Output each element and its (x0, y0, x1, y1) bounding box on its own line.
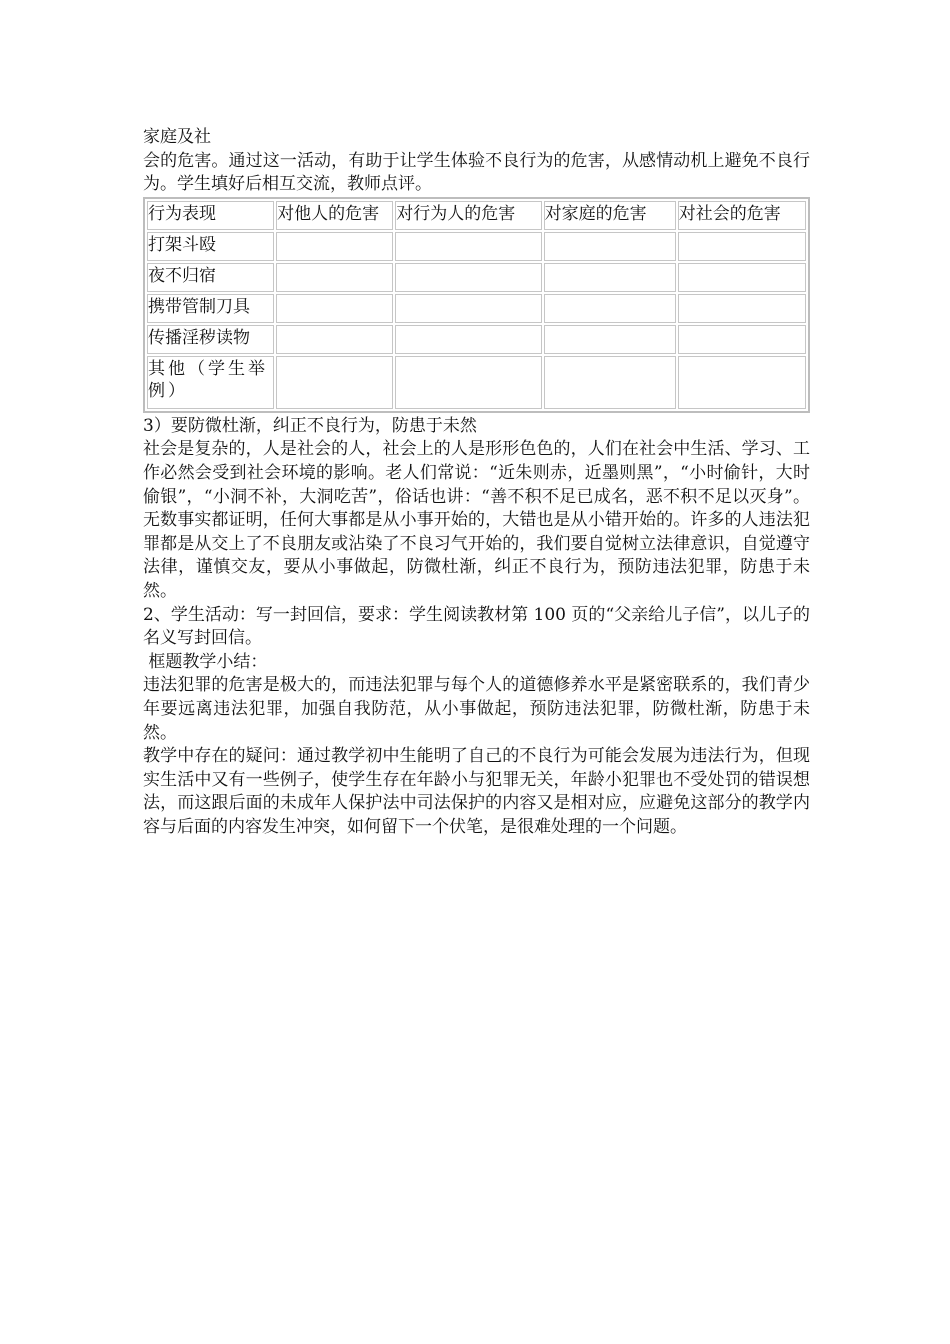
table-cell (395, 294, 541, 323)
table-cell (544, 325, 676, 354)
intro-line-1: 家庭及社 (143, 127, 211, 147)
table-cell (276, 232, 393, 261)
table-cell (544, 232, 676, 261)
table-cell (395, 325, 541, 354)
table-row (147, 294, 806, 323)
section-3-heading: 3）要防微杜渐，纠正不良行为，防患于未然 (143, 415, 477, 436)
table-row (147, 356, 806, 409)
teaching-doubts: 教学中存在的疑问：通过教学初中生能明了自己的不良行为可能会发展为违法行为，但现实生活中又有一些例子，使学生存在年龄小与犯罪无关，年龄小犯罪也不受处罚的错误想法，而这跟后面的未成年人保护法中司法保护的内容又是相对应，应避免这部分的教学内容与后面的内容发生冲突，如何留下一个伏笔，是很难处理的一个问题。 (143, 746, 810, 837)
table-header-cell: 行为表现 (147, 201, 274, 230)
table-cell (544, 356, 676, 409)
table-cell-behavior: 携带管制刀具 (147, 294, 274, 323)
table-cell-behavior: 其他（学生举例） (147, 356, 274, 409)
table-header-cell: 对家庭的危害 (544, 201, 676, 230)
table-cell-behavior: 夜不归宿 (147, 263, 274, 292)
table-header-cell: 对行为人的危害 (395, 201, 541, 230)
table-row (147, 263, 806, 292)
table-cell (544, 294, 676, 323)
table-row (147, 325, 806, 354)
table-header-cell: 对社会的危害 (678, 201, 806, 230)
summary-heading: 框题教学小结： (143, 651, 268, 672)
table-cell (544, 263, 676, 292)
table-row (147, 232, 806, 261)
section-3-body: 社会是复杂的，人是社会的人，社会上的人是形形色色的，人们在社会中生活、学习、工作必然会受到社会环境的影响。老人们常说：“近朱则赤，近墨则黑”，“小时偷针，大时偷银”，“小洞不补，大洞吃苦”，俗话也讲：“善不积不足已成名，恶不积不足以灭身”。无数事实都证明，任何大事都是从小事开始的，大错也是从小错开始的。许多的人违法犯罪都是从交上了不良朋友或沾染了不良习气开始的，我们要自觉树立法律意识，自觉遵守法律，谨慎交友，要从小事做起，防微杜渐，纠正不良行为，预防违法犯罪，防患于未然。 (143, 439, 810, 601)
table-cell-behavior: 打架斗殴 (147, 232, 274, 261)
table-cell (276, 294, 393, 323)
table-cell (276, 325, 393, 354)
table-cell (395, 232, 541, 261)
table-cell (678, 294, 806, 323)
summary-body: 违法犯罪的危害是极大的，而违法犯罪与每个人的道德修养水平是紧密联系的，我们青少年要远离违法犯罪，加强自我防范，从小事做起，预防违法犯罪，防微杜渐，防患于未然。 (143, 675, 810, 743)
table-cell (678, 232, 806, 261)
table-cell (395, 263, 541, 292)
table-cell-behavior: 传播淫秽读物 (147, 325, 274, 354)
document-body (143, 126, 810, 839)
table-header-row (147, 201, 806, 230)
table-cell (276, 263, 393, 292)
table-cell (678, 263, 806, 292)
behavior-harm-table (143, 197, 810, 413)
table-cell (395, 356, 541, 409)
student-activity: 2、学生活动：写一封回信，要求：学生阅读教材第 100 页的“父亲给儿子信”，以儿子的名义写封回信。 (143, 604, 810, 649)
table-header-cell: 对他人的危害 (276, 201, 393, 230)
intro-paragraph: 会的危害。通过这一活动，有助于让学生体验不良行为的危害，从感情动机上避免不良行为。学生填好后相互交流，教师点评。 (143, 150, 810, 195)
table-cell (678, 356, 806, 409)
table-cell (276, 356, 393, 409)
table-cell (678, 325, 806, 354)
